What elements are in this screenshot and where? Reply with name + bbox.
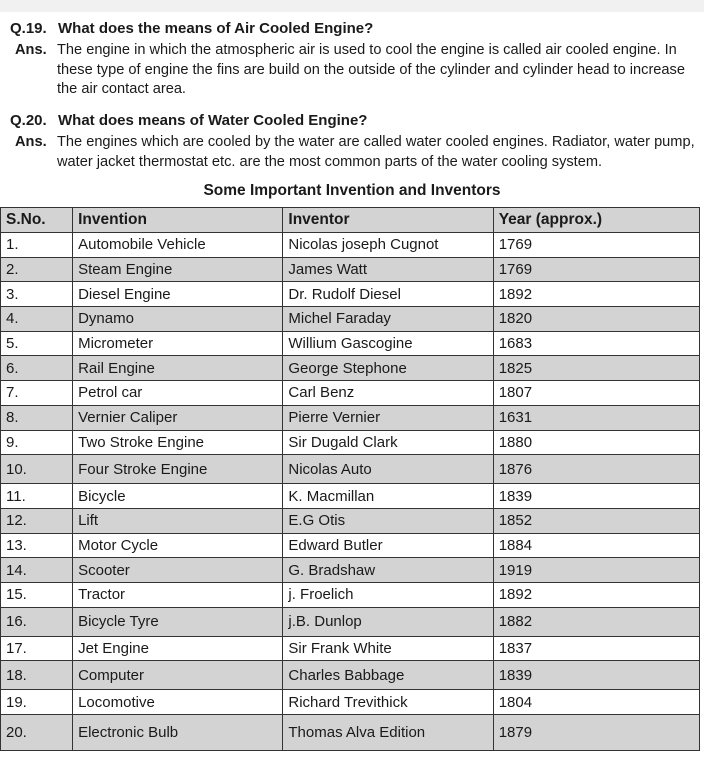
- cell-year: 1683: [493, 331, 699, 356]
- table-row: [1, 533, 700, 558]
- cell-invention: Electronic Bulb: [73, 715, 283, 751]
- cell-year: 1876: [493, 455, 699, 484]
- table-row: [1, 508, 700, 533]
- table-row: [1, 690, 700, 715]
- cell-year: 1837: [493, 636, 699, 661]
- table-body: [1, 233, 700, 751]
- cell-invention: Two Stroke Engine: [73, 430, 283, 455]
- cell-year: 1631: [493, 405, 699, 430]
- qa-block-19: [0, 19, 704, 100]
- cell-inventor: James Watt: [283, 257, 493, 282]
- cell-year: 1919: [493, 558, 699, 583]
- cell-sno: 16.: [1, 607, 73, 636]
- cell-year: 1892: [493, 282, 699, 307]
- table-row: [1, 307, 700, 332]
- header-invention: Invention: [73, 208, 283, 233]
- cell-inventor: Richard Trevithick: [283, 690, 493, 715]
- qa-block-20: [0, 111, 704, 172]
- cell-sno: 9.: [1, 430, 73, 455]
- cell-year: 1769: [493, 233, 699, 258]
- cell-year: 1884: [493, 533, 699, 558]
- header-inventor: Inventor: [283, 208, 493, 233]
- cell-invention: Tractor: [73, 582, 283, 607]
- cell-invention: Dynamo: [73, 307, 283, 332]
- cell-inventor: Thomas Alva Edition: [283, 715, 493, 751]
- answer-label: Ans.: [15, 134, 47, 150]
- cell-invention: Petrol car: [73, 381, 283, 406]
- cell-invention: Motor Cycle: [73, 533, 283, 558]
- cell-inventor: George Stephone: [283, 356, 493, 381]
- cell-invention: Four Stroke Engine: [73, 455, 283, 484]
- cell-inventor: Sir Dugald Clark: [283, 430, 493, 455]
- cell-year: 1892: [493, 582, 699, 607]
- cell-inventor: Dr. Rudolf Diesel: [283, 282, 493, 307]
- table-row: [1, 331, 700, 356]
- cell-invention: Locomotive: [73, 690, 283, 715]
- cell-sno: 7.: [1, 381, 73, 406]
- cell-sno: 18.: [1, 661, 73, 690]
- cell-inventor: G. Bradshaw: [283, 558, 493, 583]
- question-number: Q.19.: [10, 20, 47, 37]
- cell-inventor: Sir Frank White: [283, 636, 493, 661]
- cell-sno: 6.: [1, 356, 73, 381]
- cell-inventor: E.G Otis: [283, 508, 493, 533]
- cell-year: 1882: [493, 607, 699, 636]
- cell-invention: Vernier Caliper: [73, 405, 283, 430]
- cell-sno: 13.: [1, 533, 73, 558]
- cell-sno: 17.: [1, 636, 73, 661]
- table-row: [1, 484, 700, 509]
- cell-inventor: Michel Faraday: [283, 307, 493, 332]
- question-heading: [10, 111, 704, 130]
- cell-sno: 14.: [1, 558, 73, 583]
- header-year: Year (approx.): [493, 208, 699, 233]
- cell-invention: Steam Engine: [73, 257, 283, 282]
- cell-inventor: Nicolas joseph Cugnot: [283, 233, 493, 258]
- cell-inventor: Nicolas Auto: [283, 455, 493, 484]
- cell-invention: Scooter: [73, 558, 283, 583]
- table-row: [1, 430, 700, 455]
- cell-inventor: K. Macmillan: [283, 484, 493, 509]
- table-row: [1, 582, 700, 607]
- cell-sno: 3.: [1, 282, 73, 307]
- inventions-table: [0, 207, 700, 751]
- cell-invention: Lift: [73, 508, 283, 533]
- table-header-row: [1, 208, 700, 233]
- answer: [15, 41, 704, 100]
- cell-inventor: j. Froelich: [283, 582, 493, 607]
- answer: [15, 133, 704, 172]
- cell-year: 1839: [493, 484, 699, 509]
- cell-invention: Computer: [73, 661, 283, 690]
- table-row: [1, 282, 700, 307]
- table-row: [1, 715, 700, 751]
- question-heading: [10, 19, 704, 38]
- cell-sno: 12.: [1, 508, 73, 533]
- cell-sno: 8.: [1, 405, 73, 430]
- table-row: [1, 558, 700, 583]
- cell-year: 1839: [493, 661, 699, 690]
- cell-year: 1880: [493, 430, 699, 455]
- table-row: [1, 636, 700, 661]
- cell-year: 1879: [493, 715, 699, 751]
- cell-invention: Diesel Engine: [73, 282, 283, 307]
- cell-invention: Bicycle Tyre: [73, 607, 283, 636]
- table-row: [1, 607, 700, 636]
- question-number: Q.20.: [10, 112, 47, 129]
- cell-sno: 5.: [1, 331, 73, 356]
- table-row: [1, 233, 700, 258]
- table-row: [1, 381, 700, 406]
- cell-year: 1804: [493, 690, 699, 715]
- table-title: Some Important Invention and Inventors: [203, 182, 501, 199]
- table-row: [1, 455, 700, 484]
- cell-invention: Automobile Vehicle: [73, 233, 283, 258]
- cell-year: 1825: [493, 356, 699, 381]
- cell-sno: 19.: [1, 690, 73, 715]
- answer-label: Ans.: [15, 42, 47, 58]
- cell-inventor: Pierre Vernier: [283, 405, 493, 430]
- answer-text: The engine in which the atmospheric air is used to cool the engine is called air cooled engine. In these type of engine the fins are build on the outside of the cylinder and cylinder head to increase the air contact area.: [57, 42, 685, 97]
- question-text: What does means of Water Cooled Engine?: [58, 112, 368, 129]
- cell-inventor: Willium Gascogine: [283, 331, 493, 356]
- cell-invention: Bicycle: [73, 484, 283, 509]
- cell-inventor: j.B. Dunlop: [283, 607, 493, 636]
- cell-year: 1820: [493, 307, 699, 332]
- table-row: [1, 257, 700, 282]
- cell-year: 1807: [493, 381, 699, 406]
- cell-inventor: Charles Babbage: [283, 661, 493, 690]
- cell-invention: Jet Engine: [73, 636, 283, 661]
- table-row: [1, 356, 700, 381]
- header-sno: S.No.: [1, 208, 73, 233]
- cell-year: 1852: [493, 508, 699, 533]
- cell-sno: 20.: [1, 715, 73, 751]
- cell-invention: Rail Engine: [73, 356, 283, 381]
- answer-text: The engines which are cooled by the water are called water cooled engines. Radiator, water pump, water jacket thermostat etc. are the most common parts of the water cooling system.: [57, 134, 695, 170]
- cell-inventor: Edward Butler: [283, 533, 493, 558]
- cell-sno: 1.: [1, 233, 73, 258]
- cell-inventor: Carl Benz: [283, 381, 493, 406]
- cell-sno: 4.: [1, 307, 73, 332]
- cell-sno: 10.: [1, 455, 73, 484]
- question-text: What does the means of Air Cooled Engine?: [58, 20, 374, 37]
- table-row: [1, 405, 700, 430]
- cell-sno: 11.: [1, 484, 73, 509]
- cell-sno: 15.: [1, 582, 73, 607]
- cell-invention: Micrometer: [73, 331, 283, 356]
- table-row: [1, 661, 700, 690]
- cell-year: 1769: [493, 257, 699, 282]
- top-margin-strip: [0, 0, 704, 12]
- cell-sno: 2.: [1, 257, 73, 282]
